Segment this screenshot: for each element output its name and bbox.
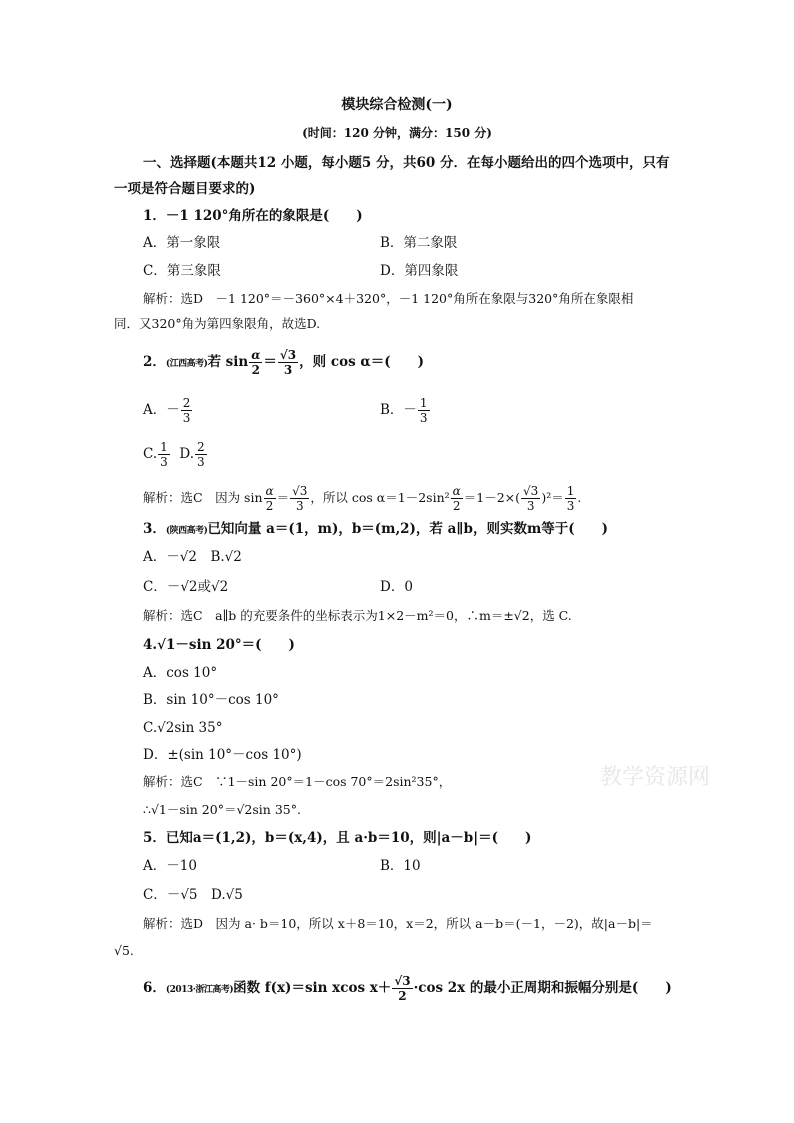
q3-option-d: D．0: [380, 579, 413, 595]
q4-option-c: C.√2sin 35°: [143, 720, 223, 736]
q4-stem: 4.√1－sin 20°＝( ): [143, 637, 295, 653]
q1-option-a: A．第一象限: [143, 235, 221, 251]
q2-answer: 解析：选C 因为 sin $\frac{\alpha}{2}$ ＝ $\frac{√3}{3}$ ，所以 cos α＝1－2sin² $\frac{\alpha}{2}$ ＝1－2×( $\frac{√3}{3}$ )²＝ $\frac{1}{3}$ .: [143, 484, 582, 513]
q1-option-d: D．第四象限: [380, 263, 459, 279]
q2-options-cd: C. $\frac{1}{3}$ D. $\frac{2}{3}$: [143, 440, 205, 469]
section-intro-line2: 一项是符合题目要求的): [114, 181, 256, 197]
q3-option-c: C．－√2或√2: [143, 579, 229, 595]
q2-number: 2．: [143, 354, 166, 370]
q4-option-b: B．sin 10°－cos 10°: [143, 692, 279, 708]
page-subtitle: (时间：120 分钟，满分：150 分): [302, 126, 492, 140]
q1-option-c: C．第三象限: [143, 263, 221, 279]
q2-option-a: A．－ $\frac{2}{3}$: [143, 396, 191, 425]
page-title: 模块综合检测(一): [341, 97, 453, 113]
q3-answer: 解析：选C a∥b 的充要条件的坐标表示为1×2－m²＝0，∴m＝±√2，选 C.: [143, 608, 572, 623]
q5-answer-line1: 解析：选D 因为 a· b＝10，所以 x＋8＝10，x＝2，所以 a－b＝(－1，－2)，故|a－b|＝: [143, 916, 653, 931]
q1-answer-line2: 同．又320°角为第四象限角，故选D.: [114, 316, 321, 331]
q1-answer-line1: 解析：选D －1 120°＝－360°×4＋320°，－1 120°角所在象限与320°角所在象限相: [143, 291, 634, 306]
q3-options-ab: A．－√2 B.√2: [143, 549, 242, 565]
q2-stem-mid: 若 sin: [207, 354, 249, 370]
q1-option-b: B．第二象限: [380, 235, 458, 251]
q6-stem: 6．(2013·浙江高考)函数 f(x)＝sin xcos x＋ $\frac{√3}{2}$ ·cos 2x 的最小正周期和振幅分别是( ): [143, 974, 672, 1003]
q4-option-a: A．cos 10°: [143, 665, 218, 681]
q2-stem: 2．(江西高考)若 sin $\frac{\alpha}{2}$ ＝ $\frac{√3}{3}$ ，则 cos α＝( ): [143, 348, 425, 377]
watermark: 教学资源网: [600, 765, 711, 790]
q5-stem: 5．已知a＝(1,2)，b＝(x,4)，且 a·b＝10，则|a－b|＝( ): [143, 830, 532, 846]
q4-answer-line2: ∴√1－sin 20°＝√2sin 35°.: [143, 802, 301, 817]
section-intro-line1: 一、选择题(本题共12 小题，每小题5 分，共60 分．在每小题给出的四个选项中，只有: [143, 155, 670, 171]
q2-frac-sqrt3-3: $\frac{√3}{3}$: [279, 348, 297, 377]
q2-frac-alpha-2: $\frac{\alpha}{2}$: [251, 348, 261, 377]
q3-stem: 3．(陕西高考)已知向量 a＝(1，m)，b＝(m,2)，若 a∥b，则实数m等于( ): [143, 521, 609, 537]
q2-stem-end: ，则 cos α＝( ): [299, 354, 425, 370]
q5-answer-line2: √5.: [114, 943, 134, 958]
q4-option-d: D．±(sin 10°－cos 10°): [143, 747, 302, 763]
q2-option-b: B．－ $\frac{1}{3}$: [380, 396, 428, 425]
q5-option-b: B．10: [380, 858, 421, 874]
q2-source: (江西高考): [165, 359, 208, 369]
q5-options-cd: C．－√5 D.√5: [143, 887, 243, 903]
q4-answer-line1: 解析：选C ∵1－sin 20°＝1－cos 70°＝2sin²35°，: [143, 774, 452, 789]
q5-option-a: A．－10: [143, 858, 197, 874]
q1-stem: 1．－1 120°角所在的象限是( ): [143, 208, 363, 224]
